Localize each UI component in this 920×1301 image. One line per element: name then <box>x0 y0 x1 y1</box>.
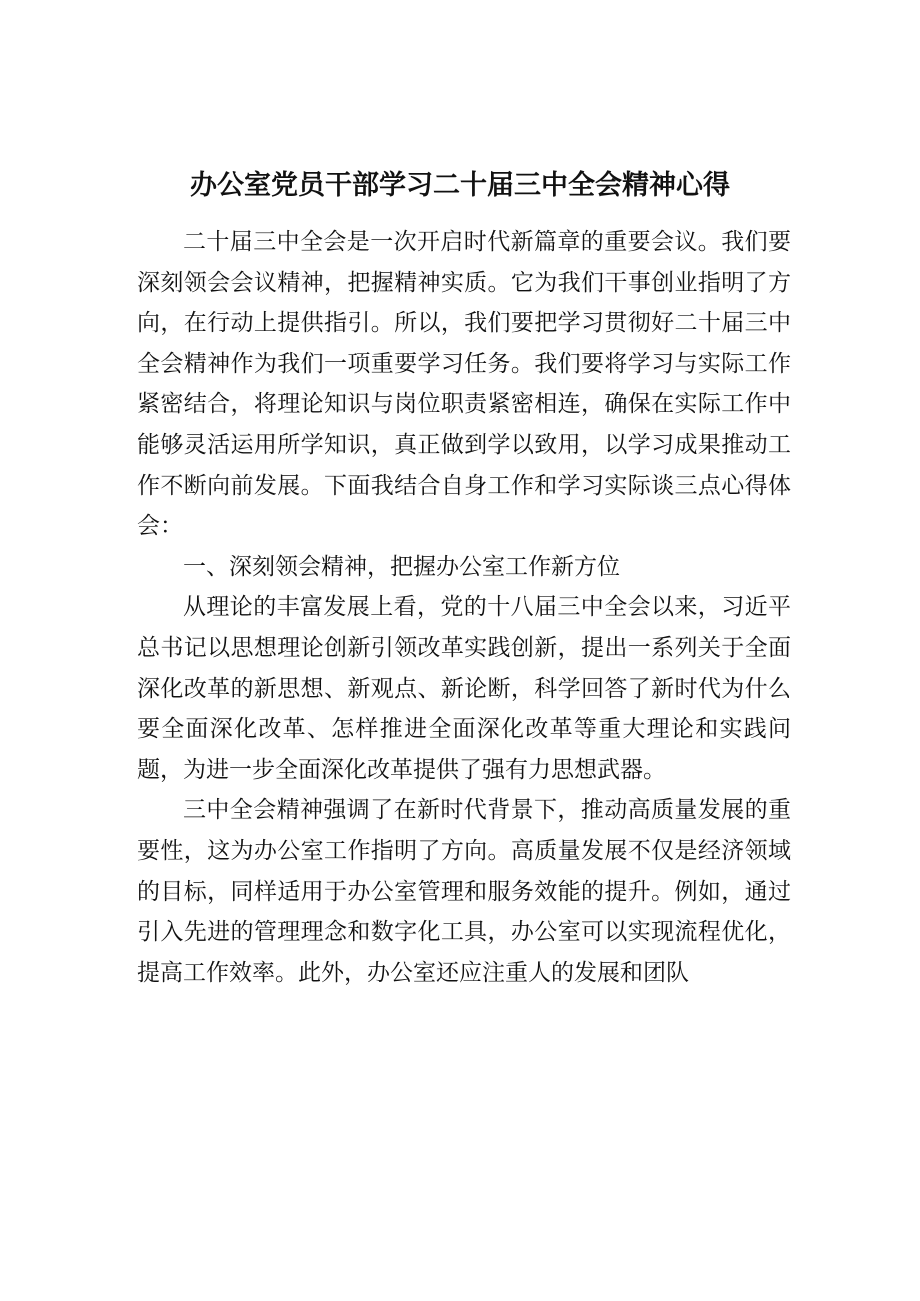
paragraph-theory: 从理论的丰富发展上看，党的十八届三中全会以来，习近平总书记以思想理论创新引领改革实践创新，提出一系列关于全面深化改革的新思想、新观点、新论断，科学回答了新时代为什么要全面深化改革、怎样推进全面深化改革等重大理论和实践问题，为进一步全面深化改革提供了强有力思想武器。 <box>137 594 791 783</box>
section-heading-1: 一、深刻领会精神，把握办公室工作新方位 <box>183 553 620 580</box>
paragraph-development: 三中全会精神强调了在新时代背景下，推动高质量发展的重要性，这为办公室工作指明了方向。高质量发展不仅是经济领域的目标，同样适用于办公室管理和服务效能的提升。例如，通过引入先进的管理理念和数字化工具，办公室可以实现流程优化，提高工作效率。此外，办公室还应注重人的发展和团队 <box>137 797 791 986</box>
document-body <box>137 222 791 993</box>
document-title: 办公室党员干部学习二十届三中全会精神心得 <box>190 170 730 201</box>
paragraph-intro: 二十届三中全会是一次开启时代新篇章的重要会议。我们要深刻领会会议精神，把握精神实质。它为我们干事创业指明了方向，在行动上提供指引。所以，我们要把学习贯彻好二十届三中全会精神作为我们一项重要学习任务。我们要将学习与实际工作紧密结合，将理论知识与岗位职责紧密相连，确保在实际工作中能够灵活运用所学知识，真正做到学以致用，以学习成果推动工作不断向前发展。下面我结合自身工作和学习实际谈三点心得体会： <box>137 229 791 540</box>
